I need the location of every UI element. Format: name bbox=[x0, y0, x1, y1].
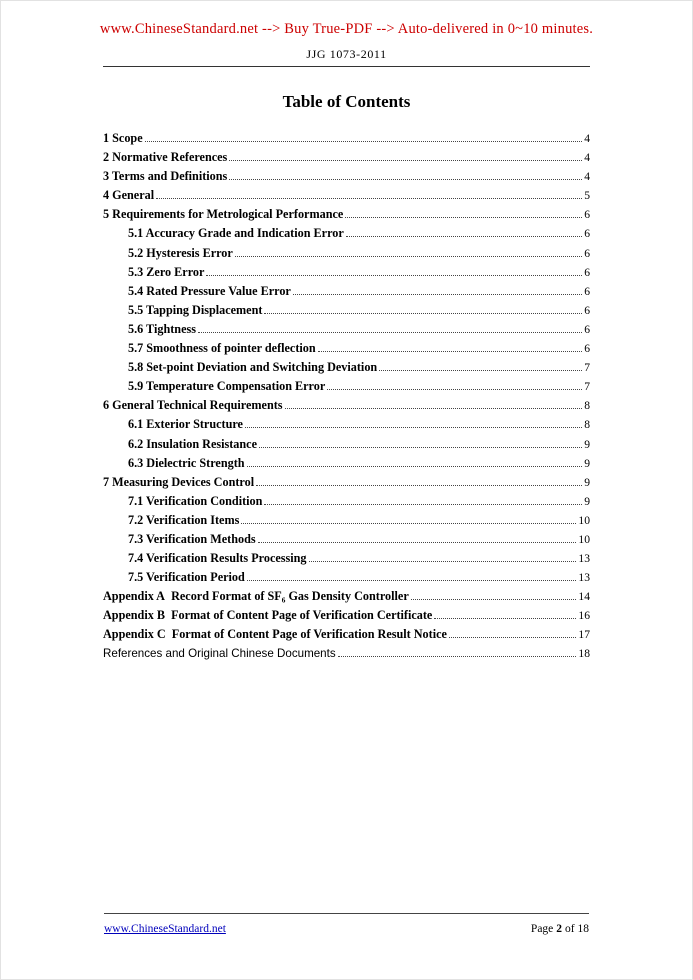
toc-entry-page: 6 bbox=[584, 246, 590, 260]
toc-entry[interactable] bbox=[103, 549, 590, 568]
toc-entry-page: 9 bbox=[584, 494, 590, 508]
toc-leader bbox=[145, 141, 583, 142]
toc-entry-page: 17 bbox=[578, 628, 590, 642]
toc-entry[interactable] bbox=[103, 358, 590, 377]
toc-entry[interactable] bbox=[103, 167, 590, 186]
toc-leader bbox=[259, 447, 582, 448]
toc-entry-page: 6 bbox=[584, 284, 590, 298]
toc-leader bbox=[256, 485, 582, 486]
toc-entry-page: 18 bbox=[578, 646, 590, 660]
toc-entry[interactable] bbox=[103, 282, 590, 301]
toc-entry-page: 8 bbox=[584, 399, 590, 413]
toc-leader bbox=[346, 236, 582, 237]
toc-entry[interactable] bbox=[103, 396, 590, 415]
toc-entry[interactable] bbox=[103, 415, 590, 434]
toc-entry-page: 9 bbox=[584, 475, 590, 489]
page-footer bbox=[104, 913, 589, 935]
toc-entry-label: References and Original Chinese Documents bbox=[103, 646, 336, 660]
toc-entry-label: 4 General bbox=[103, 188, 155, 203]
toc-entry-label: 2 Normative References bbox=[103, 150, 228, 165]
toc-entry-page: 7 bbox=[584, 380, 590, 394]
toc-entry-label: 5 Requirements for Metrological Performance bbox=[103, 207, 344, 222]
toc-leader bbox=[379, 370, 582, 371]
page-indicator-suffix: of 18 bbox=[565, 923, 589, 935]
toc-leader bbox=[449, 637, 576, 638]
toc-entry-label: 3 Terms and Definitions bbox=[103, 169, 228, 184]
toc-entry[interactable] bbox=[103, 587, 590, 606]
toc-entry-label: 6.1 Exterior Structure bbox=[128, 417, 243, 432]
toc-leader bbox=[229, 160, 582, 161]
toc-entry-label: 6.2 Insulation Resistance bbox=[128, 436, 257, 451]
toc-entry-label: 7.2 Verification Items bbox=[128, 512, 240, 527]
page-indicator-prefix: Page bbox=[530, 923, 554, 935]
toc-leader bbox=[411, 599, 577, 600]
toc-entry-label: 7 Measuring Devices Control bbox=[103, 474, 255, 489]
toc-entry-page: 4 bbox=[584, 151, 590, 165]
toc-entry[interactable] bbox=[103, 530, 590, 549]
page-indicator-current: 2 bbox=[556, 923, 563, 935]
toc-leader bbox=[247, 466, 583, 467]
toc-leader bbox=[338, 656, 577, 657]
toc-entry-label: 1 Scope bbox=[103, 131, 143, 145]
toc-entry-label: Appendix A Record Format of SF₆ Gas Density Controller bbox=[103, 589, 409, 604]
toc-entry-page: 9 bbox=[584, 456, 590, 470]
toc-leader bbox=[258, 542, 577, 543]
toc-entry-label: 7.5 Verification Period bbox=[128, 570, 245, 585]
toc-entry[interactable] bbox=[103, 205, 590, 224]
toc-entry[interactable] bbox=[103, 301, 590, 320]
toc-entry-page: 9 bbox=[584, 437, 590, 451]
toc-entry[interactable] bbox=[103, 129, 590, 148]
toc-entry-page: 14 bbox=[578, 590, 590, 604]
toc-entry-label: 5.1 Accuracy Grade and Indication Error bbox=[128, 226, 344, 241]
header-rule bbox=[103, 66, 590, 67]
footer-site-link[interactable]: www.ChineseStandard.net bbox=[104, 923, 226, 935]
toc-entry[interactable] bbox=[103, 339, 590, 358]
toc-list bbox=[103, 129, 590, 663]
promo-banner: www.ChineseStandard.net --> Buy True-PDF --> Auto-delivered in 0~10 minutes. bbox=[99, 21, 594, 37]
toc-leader bbox=[318, 351, 583, 352]
toc-entry[interactable] bbox=[103, 511, 590, 530]
toc-entry-label: 5.2 Hysteresis Error bbox=[128, 245, 233, 260]
toc-entry[interactable] bbox=[103, 224, 590, 243]
toc-entry[interactable] bbox=[103, 377, 590, 396]
toc-entry-page: 7 bbox=[584, 361, 590, 375]
toc-leader bbox=[327, 389, 582, 390]
toc-entry-label: Appendix B Format of Content Page of Verification Certificate bbox=[103, 608, 433, 623]
page-title: Table of Contents bbox=[282, 92, 411, 111]
toc-entry-label: 5.8 Set-point Deviation and Switching Deviation bbox=[128, 360, 378, 375]
toc-entry-page: 6 bbox=[584, 208, 590, 222]
toc-entry[interactable] bbox=[103, 148, 590, 167]
toc-entry-page: 4 bbox=[584, 170, 590, 184]
toc-entry[interactable] bbox=[103, 244, 590, 263]
toc-leader bbox=[245, 427, 582, 428]
toc-entry-label: 7.1 Verification Condition bbox=[128, 493, 263, 508]
toc-entry-page: 4 bbox=[584, 132, 590, 145]
toc-entry[interactable] bbox=[103, 454, 590, 473]
toc-entry-page: 6 bbox=[584, 342, 590, 356]
toc-leader bbox=[156, 198, 582, 199]
toc-leader bbox=[285, 408, 583, 409]
toc-leader bbox=[264, 504, 582, 505]
toc-entry-label: 5.7 Smoothness of pointer deflection bbox=[128, 341, 316, 356]
toc-entry-label: 6 General Technical Requirements bbox=[103, 398, 283, 413]
toc-entry-label: 5.3 Zero Error bbox=[128, 264, 205, 279]
toc-entry[interactable] bbox=[103, 435, 590, 454]
toc-leader bbox=[206, 275, 582, 276]
toc-entry[interactable] bbox=[103, 492, 590, 511]
toc-entry[interactable] bbox=[103, 263, 590, 282]
page-indicator bbox=[531, 923, 589, 935]
toc-leader bbox=[345, 217, 582, 218]
toc-entry[interactable] bbox=[103, 473, 590, 492]
toc-entry-page: 6 bbox=[584, 303, 590, 317]
toc-entry-label: 5.4 Rated Pressure Value Error bbox=[128, 283, 291, 298]
toc-leader bbox=[198, 332, 582, 333]
toc-leader bbox=[293, 294, 582, 295]
toc-entry-label: 7.3 Verification Methods bbox=[128, 531, 256, 546]
toc-entry-label: Appendix C Format of Content Page of Verification Result Notice bbox=[103, 627, 447, 642]
toc-leader bbox=[264, 313, 582, 314]
toc-entry[interactable] bbox=[103, 645, 590, 663]
toc-entry-label: 5.6 Tightness bbox=[128, 321, 196, 336]
toc-entry-label: 5.5 Tapping Displacement bbox=[128, 302, 263, 317]
toc-entry[interactable] bbox=[103, 186, 590, 205]
toc-entry-label: 6.3 Dielectric Strength bbox=[128, 455, 245, 470]
toc-entry[interactable] bbox=[103, 606, 590, 625]
toc-entry[interactable] bbox=[103, 625, 590, 644]
toc-entry-label: 5.9 Temperature Compensation Error bbox=[128, 379, 326, 394]
toc-leader bbox=[229, 179, 582, 180]
toc-leader bbox=[434, 618, 576, 619]
toc-entry-page: 13 bbox=[578, 571, 590, 585]
toc-entry-page: 6 bbox=[584, 322, 590, 336]
toc-leader bbox=[241, 523, 576, 524]
toc-entry-page: 13 bbox=[578, 552, 590, 566]
toc-entry-page: 5 bbox=[584, 189, 590, 203]
toc-entry-page: 6 bbox=[584, 227, 590, 241]
toc-leader bbox=[235, 256, 582, 257]
toc-entry-page: 16 bbox=[578, 609, 590, 623]
toc-leader bbox=[309, 561, 577, 562]
toc-leader bbox=[247, 580, 577, 581]
toc-entry[interactable] bbox=[103, 320, 590, 339]
toc-entry[interactable] bbox=[103, 568, 590, 587]
toc-entry-page: 10 bbox=[578, 513, 590, 527]
toc-entry-page: 6 bbox=[584, 265, 590, 279]
standard-number: JJG 1073-2011 bbox=[306, 47, 387, 61]
toc-entry-page: 8 bbox=[584, 418, 590, 432]
toc-entry-label: 7.4 Verification Results Processing bbox=[128, 551, 307, 566]
toc-entry-page: 10 bbox=[578, 532, 590, 546]
